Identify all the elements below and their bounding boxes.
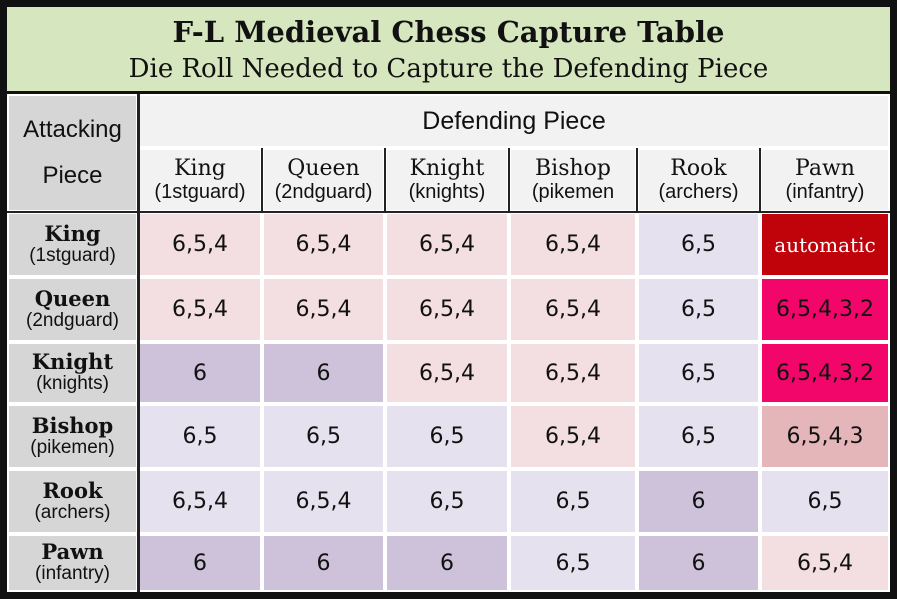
table-cell: 6,5,4 [385,342,509,404]
row-header-pawn [7,534,138,592]
table-cell: 6,5,4 [385,212,509,277]
column-divider [508,148,510,212]
column-subtitle: (knights) [408,181,486,204]
column-divider [636,148,638,212]
column-subtitle: (pikemen [531,181,615,204]
table-cell: 6 [138,534,262,592]
row-subtitle: (archers) [34,501,111,523]
table-cell: 6,5,4 [138,277,262,342]
table-cell: automatic [760,212,890,277]
column-subtitle: (2ndguard) [274,181,373,204]
column-name: Knight [409,155,485,181]
table-cell: 6 [138,342,262,404]
table-cell: 6,5,4 [262,469,385,534]
column-name: Rook [670,155,727,181]
column-header-pawn [760,148,890,212]
attacking-piece-header [7,94,138,212]
row-name: King [44,220,101,246]
column-subtitle: (1stguard) [154,181,246,204]
column-divider [759,148,761,212]
column-divider [137,94,140,592]
column-divider [261,148,263,212]
table-cell: 6,5 [509,469,637,534]
column-header-queen [262,148,385,212]
table-cell: 6,5,4 [509,277,637,342]
defending-piece-header: Defending Piece [138,94,890,148]
row-name: Knight [31,349,114,375]
row-subtitle: (1stguard) [29,244,116,266]
table-cell: 6,5 [637,404,760,469]
row-header-queen [7,277,138,342]
table-cell: 6,5 [262,404,385,469]
row-header-bishop [7,404,138,469]
table-cell: 6 [385,534,509,592]
row-name: Queen [34,285,111,311]
row-header-king [7,212,138,277]
table-cell: 6,5 [509,534,637,592]
table-cell: 6,5,4 [262,277,385,342]
header-divider [7,211,890,213]
column-subtitle: (archers) [658,181,739,204]
table-cell: 6,5 [385,404,509,469]
table-cell: 6 [262,534,385,592]
row-header-knight [7,342,138,404]
corner-label-line2: Piece [42,162,103,189]
column-name: Bishop [535,155,611,181]
table-cell: 6,5,4,3 [760,404,890,469]
table-cell: 6 [637,534,760,592]
table-cell: 6,5,4 [262,212,385,277]
table-cell: 6,5,4,3,2 [760,342,890,404]
table-title: F-L Medieval Chess Capture Table [172,15,725,49]
table-cell: 6 [262,342,385,404]
row-subtitle: (pikemen) [30,436,115,458]
column-header-rook [637,148,760,212]
table-cell: 6,5,4 [509,342,637,404]
title-banner [7,7,890,94]
row-header-rook [7,469,138,534]
table-cell: 6,5,4 [138,469,262,534]
table-cell: 6,5,4 [509,404,637,469]
row-subtitle: (infantry) [35,563,110,585]
table-cell: 6,5,4 [760,534,890,592]
column-name: King [174,155,226,181]
column-name: Pawn [795,155,855,181]
table-cell: 6,5,4 [138,212,262,277]
row-subtitle: (2ndguard) [26,309,119,331]
row-name: Rook [42,477,103,503]
table-cell: 6,5 [637,342,760,404]
table-cell: 6,5 [637,212,760,277]
table-cell: 6,5,4 [509,212,637,277]
column-divider [384,148,386,212]
table-cell: 6,5,4 [385,277,509,342]
column-header-king [138,148,262,212]
table-cell: 6,5 [760,469,890,534]
column-subtitle: (infantry) [785,181,865,204]
table-cell: 6 [637,469,760,534]
table-cell: 6,5 [637,277,760,342]
column-header-bishop [509,148,637,212]
table-cell: 6,5 [385,469,509,534]
row-subtitle: (knights) [36,373,109,395]
corner-label-line1: Attacking [23,116,122,144]
column-name: Queen [287,155,360,181]
table-cell: 6,5 [138,404,262,469]
table-subtitle: Die Roll Needed to Capture the Defending Piece [128,54,769,84]
column-header-knight [385,148,509,212]
table-cell: 6,5,4,3,2 [760,277,890,342]
row-name: Bishop [31,412,114,438]
row-name: Pawn [41,539,104,565]
